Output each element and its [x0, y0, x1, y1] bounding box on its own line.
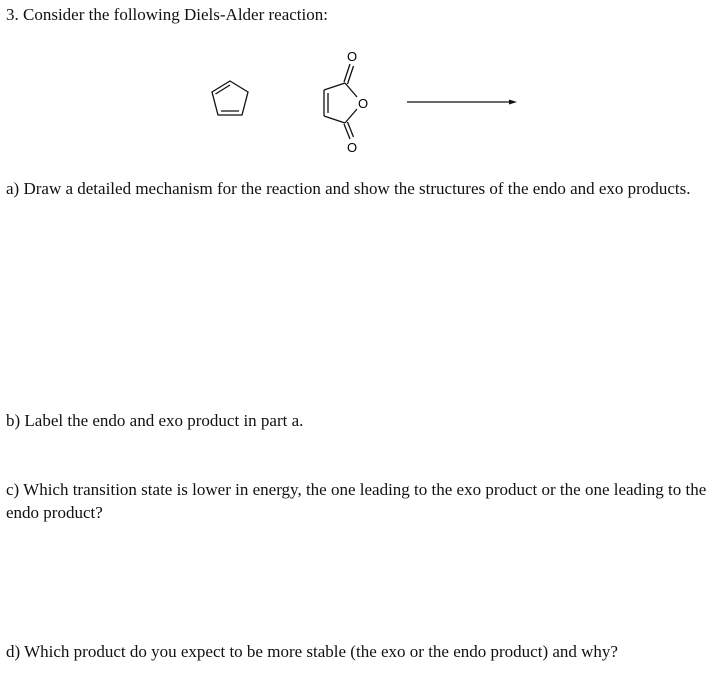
- top-oxygen-label: O: [346, 49, 358, 64]
- maleic-anhydride-structure: [324, 64, 357, 139]
- reaction-arrow: [407, 100, 517, 105]
- part-b-question: b) Label the endo and exo product in part a.: [6, 411, 304, 430]
- ring-oxygen-label: O: [357, 96, 369, 111]
- reaction-scheme: [0, 0, 722, 170]
- part-c-question: c) Which transition state is lower in energy, the one leading to the exo product or the one leading to the endo product?: [6, 480, 707, 522]
- part-a-question: a) Draw a detailed mechanism for the reaction and show the structures of the endo and exo products.: [6, 179, 691, 198]
- bottom-oxygen-label: O: [346, 140, 358, 155]
- part-d-question: d) Which product do you expect to be more stable (the exo or the endo product) and why?: [6, 642, 618, 661]
- cyclopentadiene-structure: [212, 81, 248, 115]
- question-title: 3. Consider the following Diels-Alder reaction:: [6, 5, 328, 24]
